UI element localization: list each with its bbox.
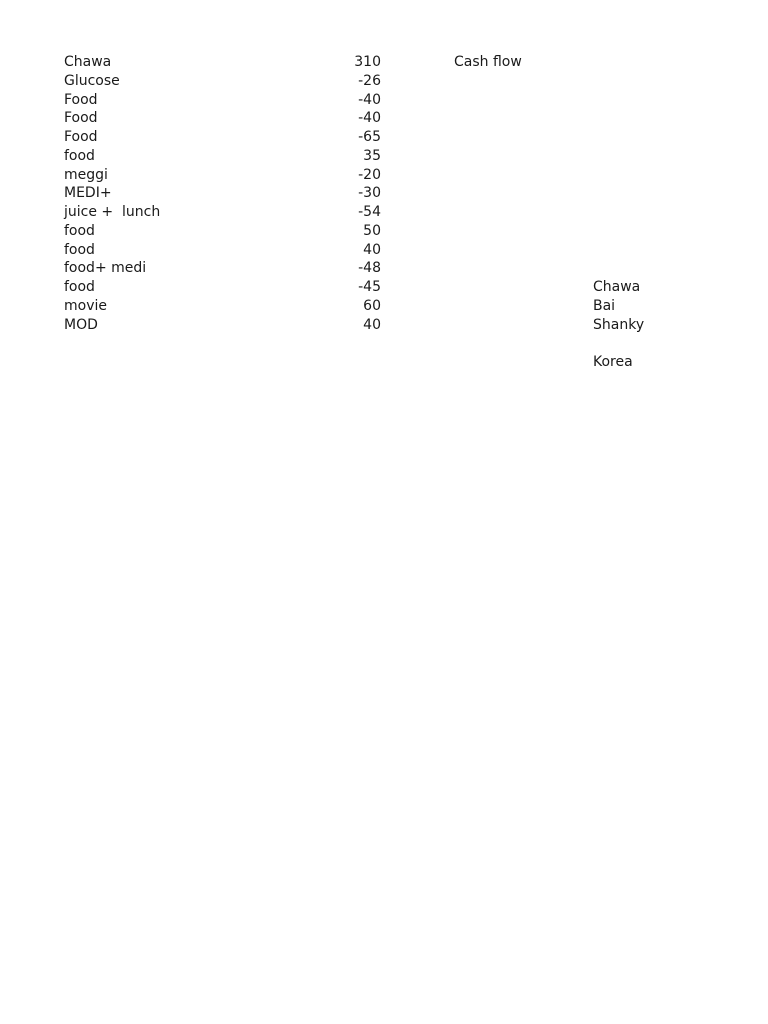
list-item	[64, 53, 384, 72]
entry-label: food	[64, 147, 95, 164]
entry-label: movie	[64, 297, 107, 314]
list-item	[64, 166, 384, 185]
list-item	[64, 128, 384, 147]
person-name: Chawa	[593, 279, 641, 295]
entry-label: Food	[64, 129, 98, 145]
list-item	[64, 91, 384, 110]
entry-label: food	[64, 279, 95, 295]
entry-amount: -26	[358, 72, 381, 89]
entry-label: juice + lunch	[64, 204, 161, 220]
person-name: Bai	[593, 297, 616, 314]
entry-label: Chawa	[64, 54, 112, 70]
entry-label: MEDI+	[64, 185, 112, 202]
list-item	[64, 241, 384, 260]
entry-amount: -40	[358, 91, 381, 108]
entry-label: Glucose	[64, 72, 120, 89]
entry-label: Food	[64, 91, 98, 108]
list-item	[64, 297, 384, 316]
entry-label: food	[64, 222, 95, 239]
entry-amount: 50	[363, 222, 381, 239]
person-name: Shanky	[593, 316, 645, 333]
empty-cell	[593, 334, 644, 353]
entry-amount: 60	[363, 297, 381, 314]
entries-list	[64, 53, 384, 334]
extra-name: Korea	[593, 354, 633, 370]
entry-label: meggi	[64, 166, 108, 183]
list-item	[64, 278, 384, 297]
entry-amount: -54	[358, 204, 381, 220]
entry-label: MOD	[64, 316, 98, 333]
entry-label: food	[64, 241, 95, 258]
list-item	[64, 203, 384, 222]
sheet-title: Cash flow	[454, 54, 522, 70]
list-item	[64, 72, 384, 91]
entry-amount: -40	[358, 110, 381, 127]
entry-amount: -65	[358, 129, 381, 145]
list-item	[64, 109, 384, 128]
entry-amount: -20	[358, 166, 381, 183]
entry-amount: 40	[363, 316, 381, 333]
entry-label: food+ medi	[64, 260, 147, 277]
entry-amount: -45	[358, 279, 381, 295]
entry-amount: 35	[363, 147, 381, 164]
list-item	[64, 184, 384, 203]
list-item	[64, 316, 384, 335]
list-item	[64, 259, 384, 278]
entry-amount: -48	[358, 260, 381, 277]
entry-amount: -30	[358, 185, 381, 202]
entry-label: Food	[64, 110, 98, 127]
people-list	[593, 278, 644, 372]
list-item	[64, 147, 384, 166]
entry-amount: 310	[354, 54, 381, 70]
entry-amount: 40	[363, 241, 381, 258]
list-item	[64, 222, 384, 241]
